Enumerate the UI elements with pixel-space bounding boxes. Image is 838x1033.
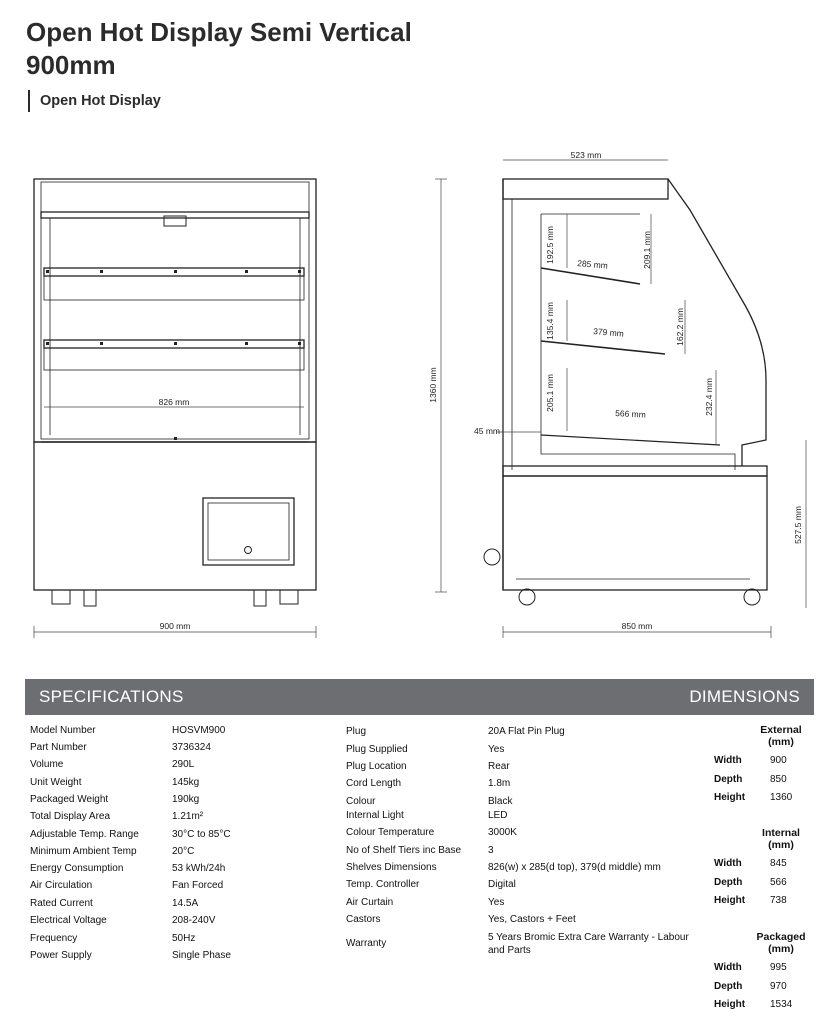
dimension-value: 970	[770, 980, 787, 992]
label-tier1-depth: 285 mm	[576, 258, 609, 271]
dimension-unit: (mm)	[768, 839, 794, 851]
spec-label: Colour Temperature	[346, 827, 435, 838]
spec-label: Adjustable Temp. Range	[30, 829, 139, 840]
dimension-label: Depth	[714, 980, 743, 992]
spec-label: Temp. Controller	[346, 879, 420, 890]
side-view	[484, 179, 767, 605]
label-height: 1360 mm	[428, 367, 438, 403]
spec-label: Electrical Voltage	[30, 915, 107, 926]
spec-label: Part Number	[30, 742, 87, 753]
dimension-label: Depth	[714, 773, 743, 785]
dimension-label: Height	[714, 999, 746, 1010]
dimension-value: 1360	[770, 792, 793, 803]
spec-value: 1.21m²	[172, 811, 204, 822]
dimension-value: 995	[770, 962, 787, 973]
specifications-heading: SPECIFICATIONS	[39, 687, 184, 706]
dimension-value: 845	[770, 858, 787, 869]
spec-label: Castors	[346, 914, 381, 925]
spec-label: Air Circulation	[30, 880, 93, 891]
spec-value: Single Phase	[172, 950, 231, 961]
spec-value: 190kg	[172, 794, 200, 805]
spec-value: 20°C	[172, 846, 195, 857]
label-base-height: 527.5 mm	[793, 506, 803, 544]
spec-label: Volume	[30, 759, 64, 770]
label-tier3-depth: 566 mm	[614, 408, 647, 420]
front-view	[34, 179, 316, 606]
spec-value: Black	[488, 796, 513, 807]
title-line-1: Open Hot Display Semi Vertical	[26, 17, 412, 47]
label-tier1-gap: 192.5 mm	[545, 226, 555, 264]
dimension-unit: (mm)	[768, 736, 794, 748]
dimension-unit: (mm)	[768, 943, 794, 955]
label-front-width: 900 mm	[159, 621, 191, 631]
spec-label: Total Display Area	[30, 811, 111, 822]
front-shelf-bolts	[46, 270, 301, 440]
spec-value: 20A Flat Pin Plug	[488, 726, 565, 737]
dimension-label: Width	[714, 755, 742, 766]
spec-label: Shelves Dimensions	[346, 862, 437, 873]
dimension-label: Depth	[714, 876, 743, 888]
spec-label: Air Curtain	[346, 897, 394, 908]
spec-value: 208-240V	[172, 915, 216, 926]
label-tier2-height: 162.2 mm	[675, 308, 685, 346]
spec-value: Yes	[488, 897, 505, 908]
spec-value: HOSVM900	[172, 725, 226, 736]
dimensions-heading: DIMENSIONS	[689, 687, 800, 706]
dimension-lines	[34, 160, 806, 638]
spec-value: 30°C to 85°C	[172, 829, 231, 840]
spec-value: Digital	[488, 879, 516, 890]
label-tier1-height: 209.1 mm	[642, 231, 652, 269]
dimension-label: Height	[714, 792, 746, 803]
technical-drawing	[0, 140, 838, 640]
spec-value: and Parts	[488, 945, 531, 956]
dimension-heading: Packaged	[756, 931, 806, 943]
label-tier3-gap: 205.1 mm	[545, 374, 555, 412]
spec-label: Plug Supplied	[346, 744, 408, 755]
spec-value: Rear	[488, 761, 510, 772]
dimension-heading: External	[760, 724, 802, 736]
specifications-bar	[25, 679, 814, 715]
label-front-inner-width: 826 mm	[158, 397, 190, 407]
dimension-label: Width	[714, 858, 742, 869]
spec-label: Frequency	[30, 933, 78, 944]
drawing-labels	[159, 150, 803, 631]
spec-label: Packaged Weight	[30, 794, 109, 805]
subtitle-block	[28, 90, 161, 112]
spec-label: No of Shelf Tiers inc Base	[346, 845, 462, 856]
spec-value: 290L	[172, 759, 195, 770]
label-tier2-depth: 379 mm	[592, 326, 625, 339]
title-line-2: 900mm	[26, 50, 116, 80]
label-tier3-height: 232.4 mm	[704, 378, 714, 416]
dimension-value: 1534	[770, 999, 793, 1010]
spec-label: Plug	[346, 726, 367, 737]
dimension-label: Width	[714, 962, 742, 973]
label-side-depth: 850 mm	[621, 621, 653, 631]
dimension-value: 850	[770, 773, 787, 785]
label-side-top-depth: 523 mm	[570, 150, 602, 160]
spec-label: Cord Length	[346, 778, 402, 789]
label-lip: 45 mm	[474, 426, 500, 436]
spec-label: Model Number	[30, 725, 96, 736]
spec-label: Rated Current	[30, 898, 93, 909]
spec-value: 14.5A	[172, 898, 199, 909]
spec-value: LED	[488, 810, 508, 821]
spec-label: Internal Light	[346, 810, 404, 821]
label-tier2-gap: 135.4 mm	[545, 302, 555, 340]
dimension-value: 566	[770, 876, 787, 888]
spec-value: 826(w) x 285(d top), 379(d middle) mm	[488, 862, 661, 873]
spec-label: Energy Consumption	[30, 863, 124, 874]
dimension-label: Height	[714, 895, 746, 906]
spec-value: 3	[488, 845, 494, 856]
dimension-value: 900	[770, 755, 787, 766]
spec-value: 3736324	[172, 742, 211, 753]
spec-label: Unit Weight	[30, 777, 82, 788]
spec-label: Power Supply	[30, 950, 92, 961]
dimension-heading: Internal	[762, 827, 800, 839]
spec-value: 53 kWh/24h	[172, 863, 226, 874]
spec-label: Colour	[346, 796, 376, 807]
spec-value: Yes, Castors + Feet	[488, 914, 576, 925]
spec-value: 3000K	[488, 827, 517, 838]
spec-label: Plug Location	[346, 761, 407, 772]
spec-value: 5 Years Bromic Extra Care Warranty - Labour	[488, 932, 689, 943]
spec-label: Warranty	[346, 938, 387, 949]
spec-value: 50Hz	[172, 933, 196, 944]
spec-label: Minimum Ambient Temp	[30, 846, 137, 857]
page-subtitle: Open Hot Display	[40, 93, 161, 109]
dimension-value: 738	[770, 895, 787, 906]
spec-value: 1.8m	[488, 778, 511, 789]
spec-value: 145kg	[172, 777, 200, 788]
spec-value: Yes	[488, 744, 505, 755]
page-title	[26, 16, 626, 82]
spec-value: Fan Forced	[172, 880, 224, 891]
